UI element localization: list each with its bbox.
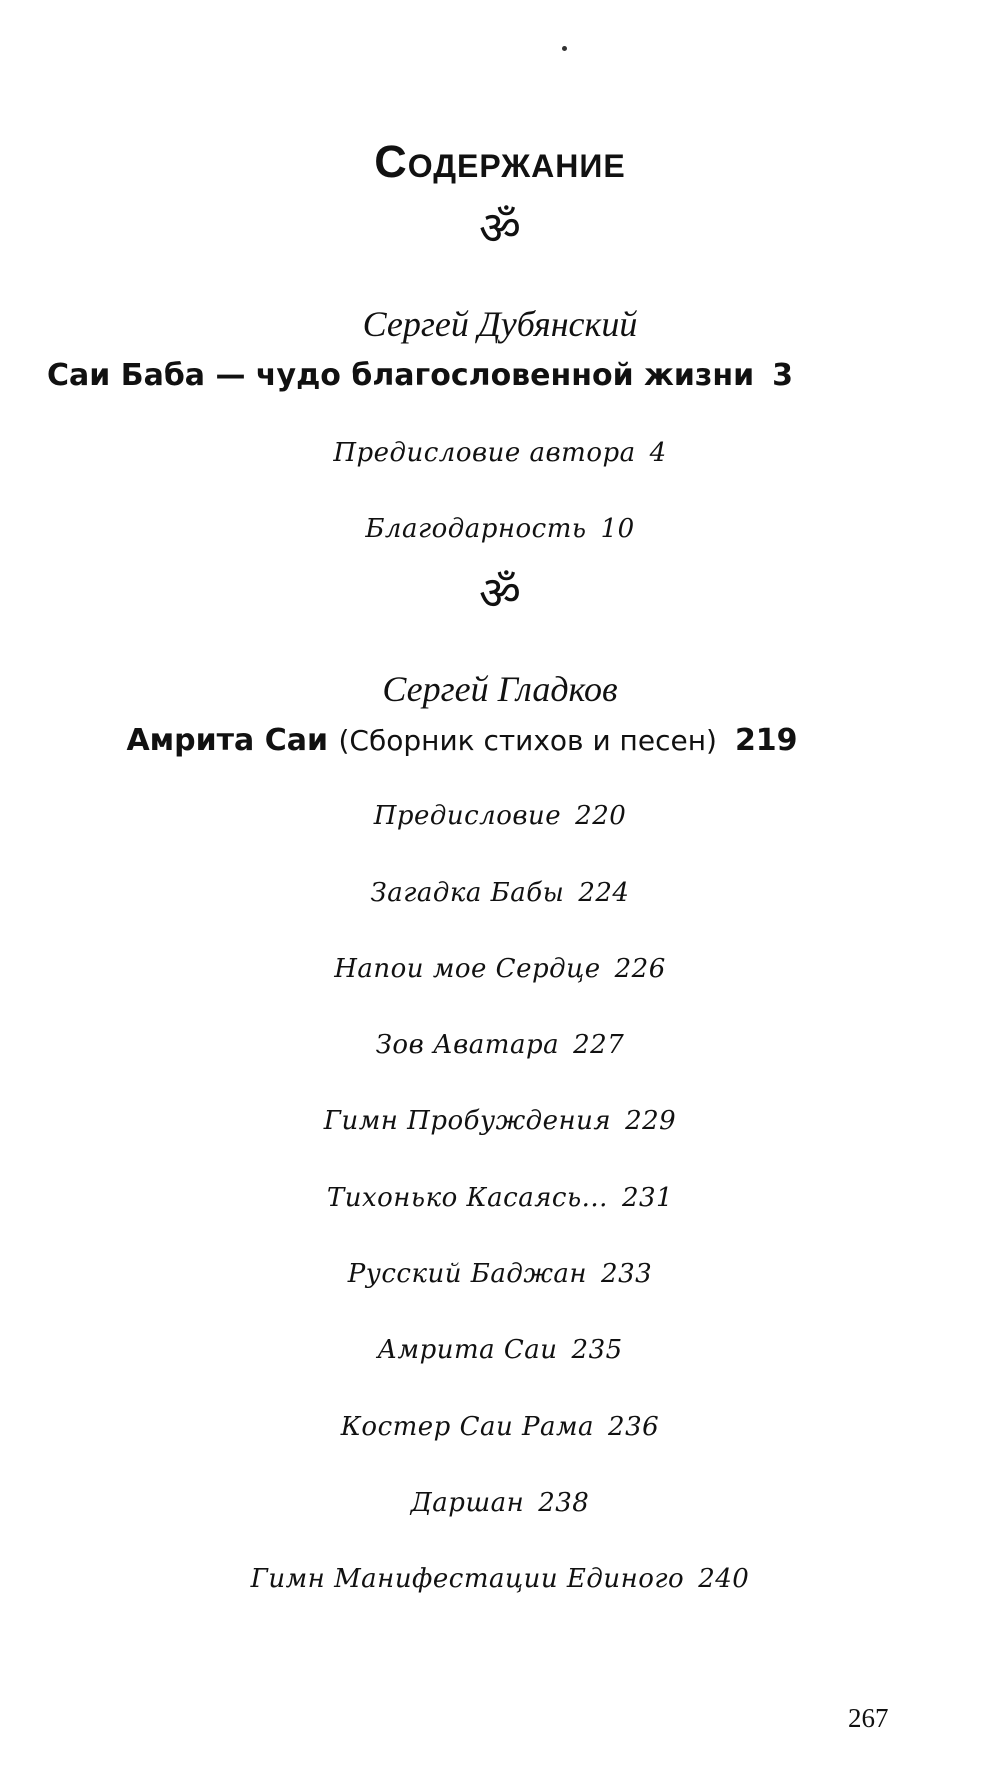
toc-entry-title: Предисловие [373, 801, 562, 831]
part-title: Амрита Саи [126, 723, 329, 758]
toc-entry-page: 10 [600, 514, 635, 544]
toc-entry-page: 240 [698, 1564, 750, 1594]
part-author: Сергей Гладков [382, 669, 618, 709]
part-subtitle: (Сборник стихов и песен) [338, 724, 717, 757]
toc-entry-page: 224 [578, 878, 630, 908]
toc-entry-page: 229 [625, 1106, 677, 1136]
toc-entry[interactable] [0, 1259, 1000, 1289]
toc-entry-page: 233 [601, 1259, 653, 1289]
toc-entry[interactable] [0, 1030, 1000, 1060]
toc-entry[interactable] [0, 1564, 1000, 1594]
toc-entry-page: 235 [571, 1335, 623, 1365]
toc-entry-title: Гимн Пробуждения [323, 1106, 612, 1136]
toc-entry-page: 220 [575, 801, 627, 831]
toc-entry-title: Даршан [410, 1488, 525, 1518]
toc-entry[interactable] [0, 1412, 1000, 1442]
toc-entry[interactable] [0, 438, 1000, 468]
part-title-line [0, 358, 920, 393]
toc-entry[interactable] [0, 1488, 1000, 1518]
toc-entry-title: Костер Саи Рама [340, 1412, 595, 1442]
part-page-number: 3 [772, 358, 793, 393]
toc-entry-title: Гимн Манифестации Единого [250, 1564, 685, 1594]
toc-entry-title: Тихонько Касаясь... [326, 1183, 608, 1213]
toc-entry[interactable] [0, 514, 1000, 544]
toc-entry[interactable] [0, 1335, 1000, 1365]
print-speck [562, 46, 567, 51]
toc-entry[interactable] [0, 1106, 1000, 1136]
page-number: 267 [848, 1703, 889, 1733]
toc-entry-title: Предисловие автора [333, 438, 636, 468]
toc-entry-title: Благодарность [365, 514, 587, 544]
toc-entry[interactable] [0, 878, 1000, 908]
toc-entry[interactable] [0, 801, 1000, 831]
toc-entry[interactable] [0, 954, 1000, 984]
toc-entry-page: 231 [621, 1183, 674, 1213]
part-author: Сергей Дубянский [362, 304, 638, 344]
toc-entry-title: Русский Баджан [347, 1259, 588, 1289]
om-icon: ॐ [479, 566, 521, 620]
toc-entry-title: Загадка Бабы [370, 878, 565, 908]
toc-entry-page: 227 [573, 1030, 625, 1060]
om-icon: ॐ [479, 201, 521, 255]
toc-entry-page: 226 [614, 954, 666, 984]
toc-entry-title: Зов Аватара [375, 1030, 560, 1060]
toc-entry-page: 4 [649, 438, 667, 468]
page-title: Содержание [374, 136, 626, 187]
toc-entry[interactable] [0, 1183, 1000, 1213]
toc-entry-page: 238 [538, 1488, 590, 1518]
part-page-number: 219 [734, 723, 798, 758]
toc-entry-title: Напои мое Сердце [334, 954, 601, 984]
part-title-line [0, 723, 962, 758]
part-title: Саи Баба — чудо благословенной жизни [47, 358, 755, 393]
toc-entry-title: Амрита Саи [377, 1335, 558, 1365]
toc-entry-page: 236 [608, 1412, 660, 1442]
